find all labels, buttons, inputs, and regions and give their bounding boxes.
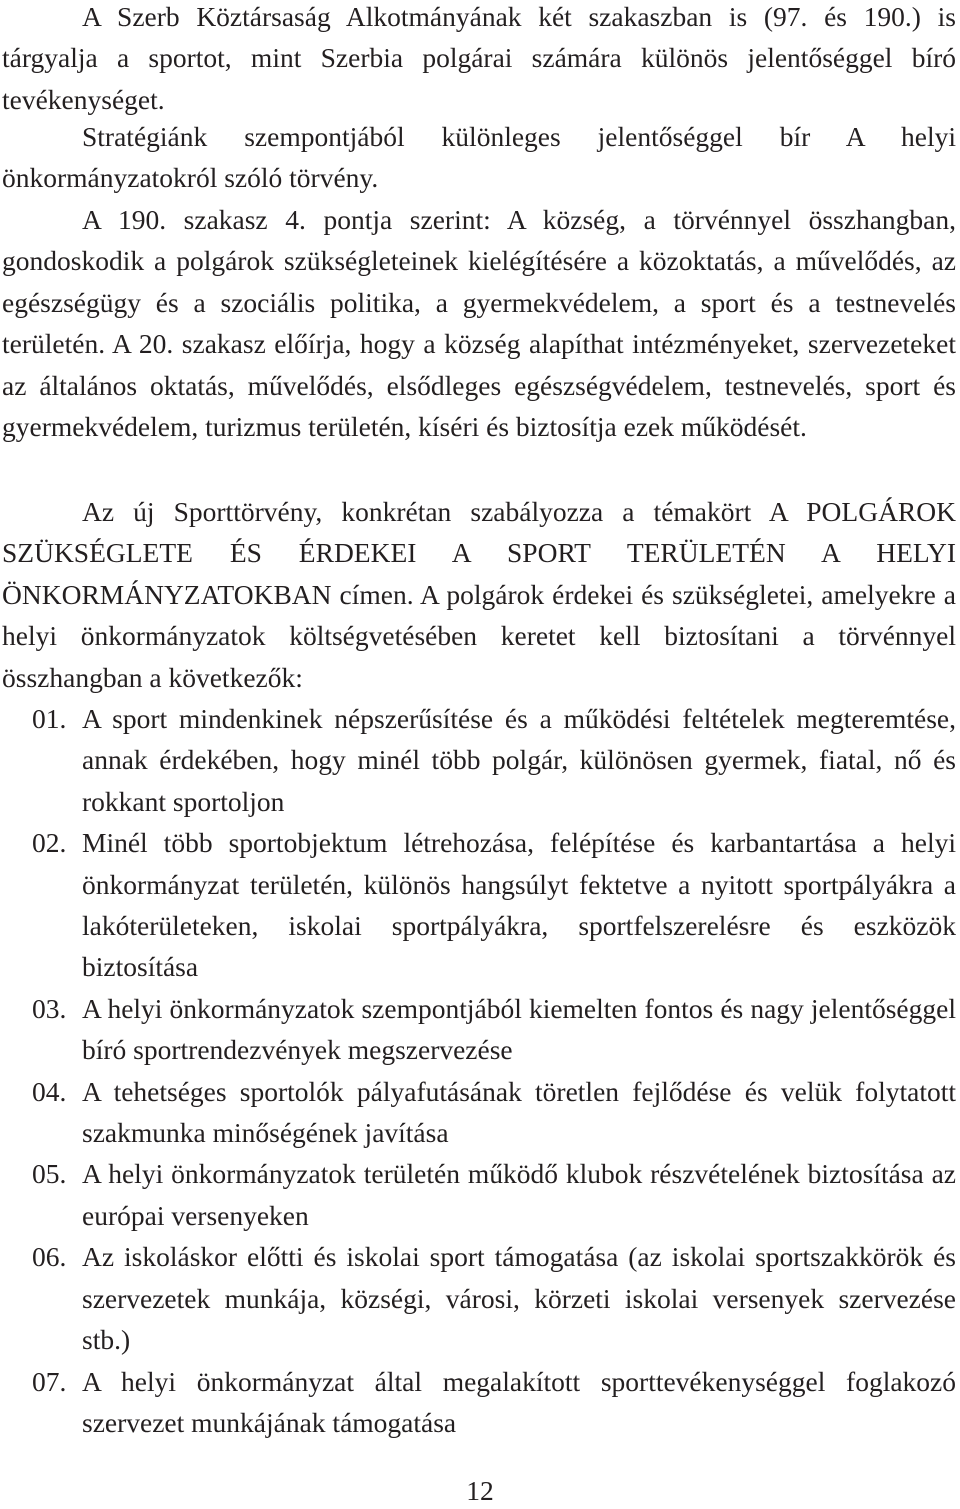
page-number: 12 bbox=[466, 1475, 494, 1506]
list-item-text: A helyi önkormányzat által megalakított sporttevékenységgel foglakozó szervezet munkájának támogatása bbox=[82, 1365, 956, 1438]
list-item-text: A helyi önkormányzatok területén működő klubok részvételének biztosítása az európai versenyeken bbox=[82, 1158, 956, 1231]
list-item bbox=[0, 988, 956, 1071]
list-item bbox=[0, 822, 956, 988]
list-item-number: 04. bbox=[32, 1075, 67, 1107]
list-item-text: A tehetséges sportolók pályafutásának töretlen fejlődése és velük folytatott szakmunka minőségének javítása bbox=[82, 1075, 956, 1149]
list-item bbox=[0, 1153, 956, 1236]
paragraph-sport-law: Az új Sporttörvény, konkrétan szabályozza a témakört A POLGÁROK SZÜKSÉGLETE ÉS ÉRDEKEI A SPORT TERÜLETÉN A HELYI ÖNKORMÁNYZATOKBAN címen. A polgárok érdekei és szükségletei, amelyekre a helyi önkormányzatok költségvetésében keretet kell biztosítani a törvénnyel összhangban a következők: bbox=[2, 496, 956, 693]
list-item-text: A helyi önkormányzatok szempontjából kiemelten fontos és nagy jelentőséggel bíró sportrendezvények megszervezése bbox=[82, 992, 956, 1066]
list-item-number: 01. bbox=[32, 703, 67, 734]
paragraph-strategy: Stratégiánk szempontjából különleges jelentőséggel bír A helyi önkormányzatokról szóló törvény. bbox=[2, 121, 956, 194]
list-item-number: 03. bbox=[32, 992, 67, 1024]
list-item bbox=[0, 1236, 956, 1360]
list-item bbox=[0, 1361, 956, 1444]
list-item bbox=[0, 698, 956, 822]
list-item bbox=[0, 1071, 956, 1154]
list-item-text: A sport mindenkinek népszerűsítése és a működési feltételek megteremtése, annak érdekében, hogy minél több polgár, különösen gyermek, fiatal, nő és rokkant sportoljon bbox=[82, 703, 956, 817]
list-item-number: 06. bbox=[32, 1241, 67, 1273]
list-item-number: 07. bbox=[32, 1365, 67, 1397]
list-item-number: 02. bbox=[32, 827, 67, 859]
list-item-text: Minél több sportobjektum létrehozása, felépítése és karbantartása a helyi önkormányzat területén, különös hangsúlyt fektetve a nyitott sportpályákra a lakóterületeken, iskolai sportpályákra, sportfelszerelésre és eszközök biztosítása bbox=[82, 827, 956, 983]
list-item-text: Az iskoláskor előtti és iskolai sport támogatása (az iskolai sportszakkörök és szervezetek munkája, községi, városi, körzeti iskolai versenyek szervezése stb.) bbox=[82, 1241, 956, 1356]
paragraph-constitution: A Szerb Köztársaság Alkotmányának két szakaszban is (97. és 190.) is tárgyalja a sportot, mint Szerbia polgárai számára különös jelentőséggel bíró tevékenységet. bbox=[2, 1, 956, 115]
needs-list bbox=[0, 698, 956, 1443]
list-item-number: 05. bbox=[32, 1158, 67, 1190]
paragraph-section-190: A 190. szakasz 4. pontja szerint: A község, a törvénnyel összhangban, gondoskodik a polgárok szükségleteinek kielégítésére a közoktatás, a művelődés, az egészségügy és a szociális politika, a gyermekvédelem, a sport és a testnevelés területén. A 20. szakasz előírja, hogy a község alapíthat intézményeket, szervezeteket az általános oktatás, művelődés, elsődleges egészségvédelem, testnevelés, sport és gyermekvédelem, turizmus területén, kíséri és biztosítja ezek működését. bbox=[2, 204, 956, 443]
